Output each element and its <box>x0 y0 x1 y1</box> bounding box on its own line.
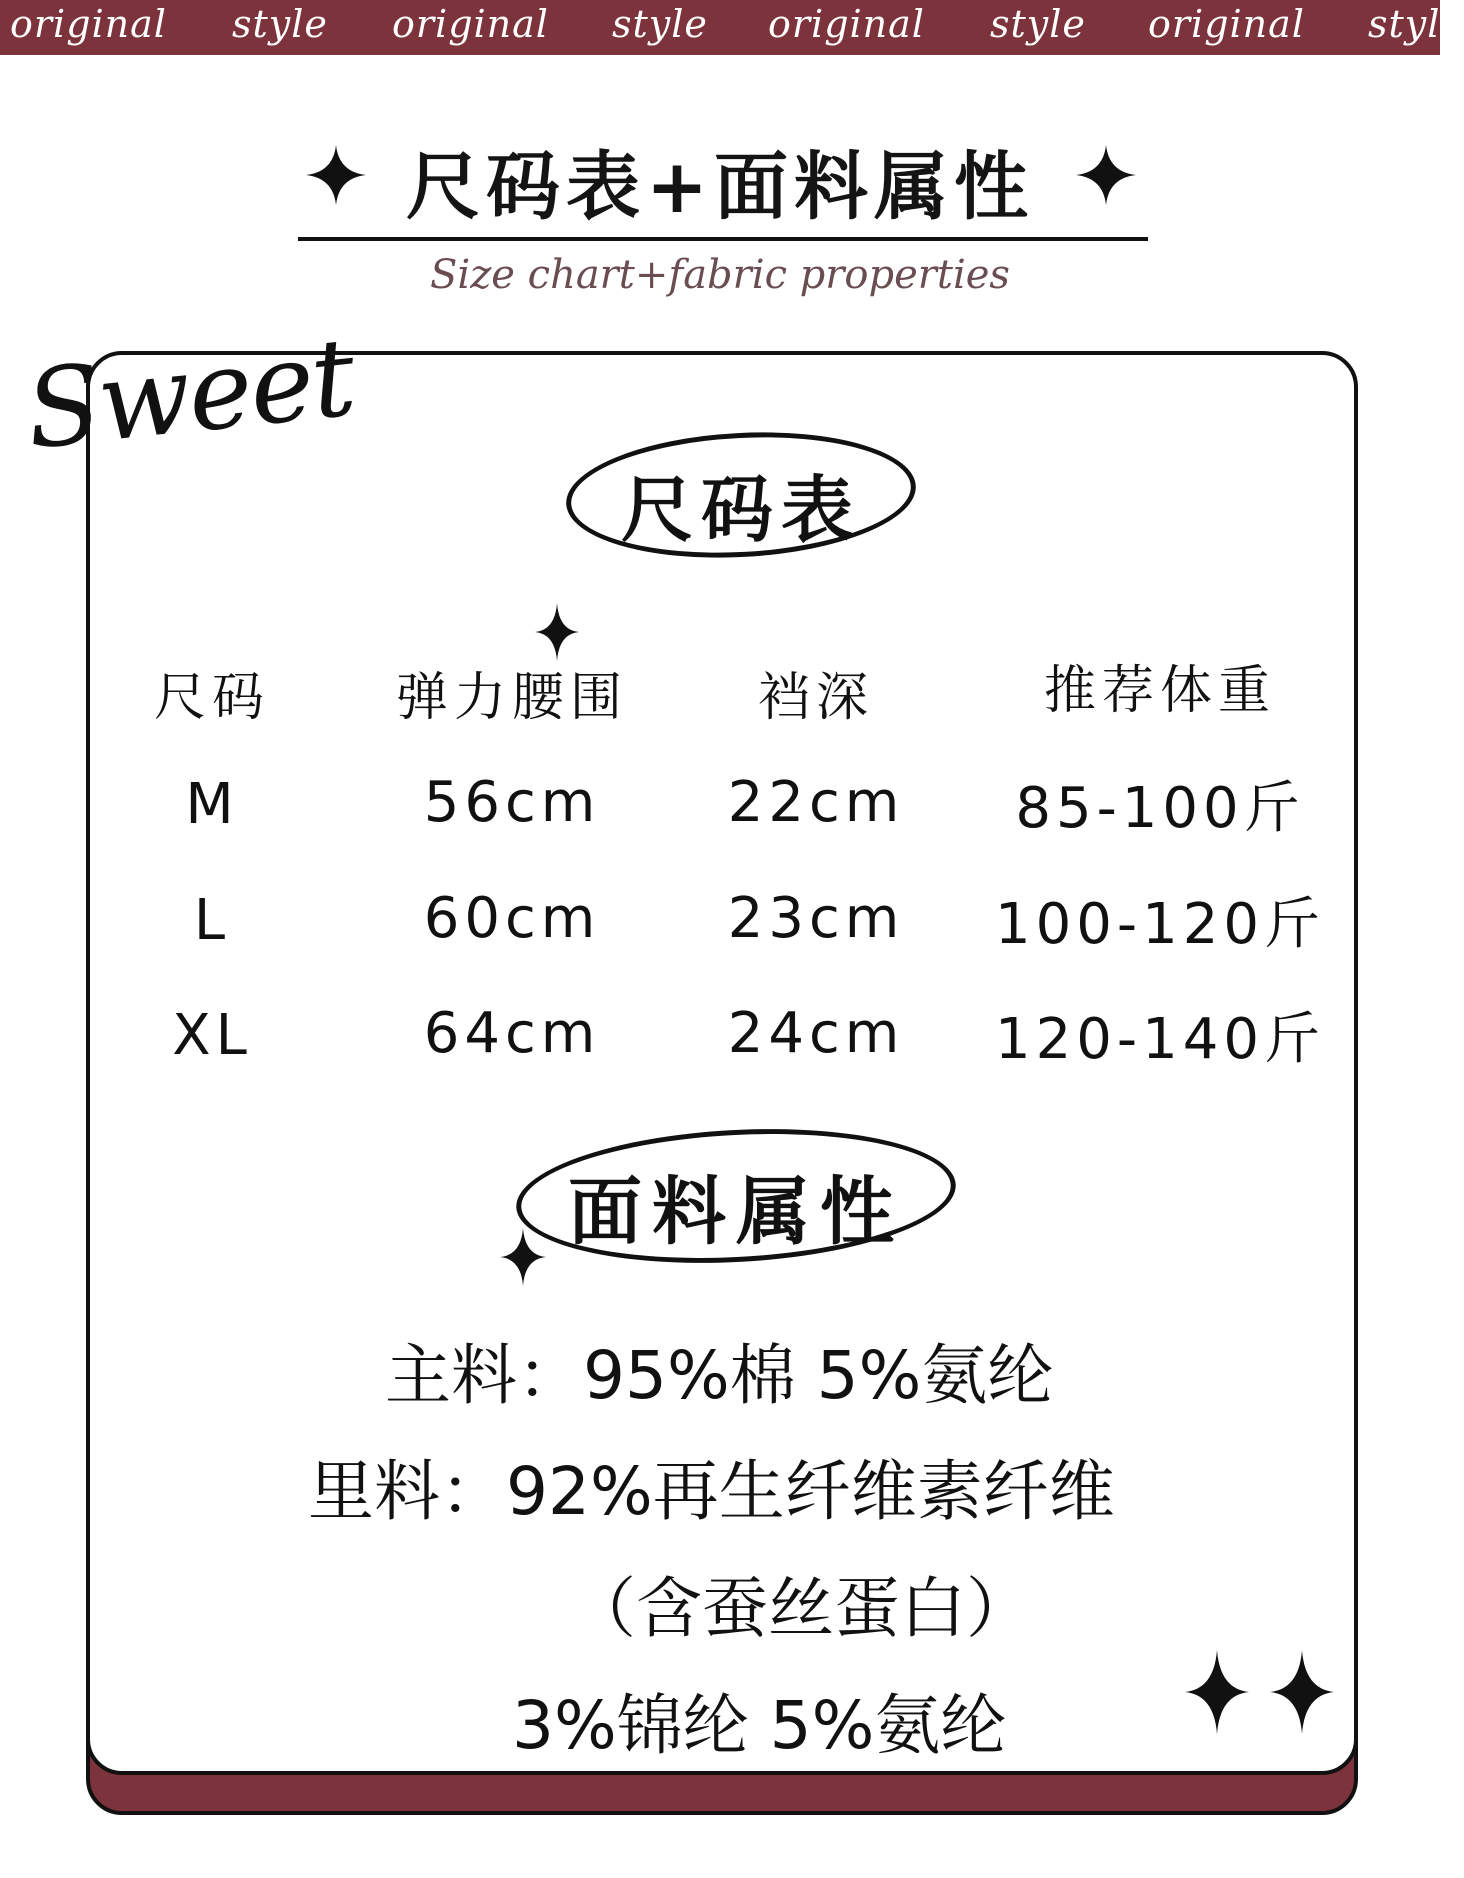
table-header-size: 尺码 <box>153 668 270 728</box>
banner-word: original <box>1148 2 1305 46</box>
banner-word: style <box>1368 2 1464 46</box>
banner-word: style <box>232 2 328 46</box>
table-cell-weight: 120-140斤 <box>995 1007 1325 1072</box>
table-cell-size: M <box>185 772 239 837</box>
table-cell-weight: 100-120斤 <box>995 892 1325 957</box>
table-header-waist: 弹力腰围 <box>395 668 628 728</box>
sweet-script-decoration: Sweet <box>20 315 360 474</box>
page-subtitle: Size chart+fabric properties <box>430 252 1010 298</box>
banner-word: original <box>392 2 549 46</box>
table-cell-size: L <box>193 888 231 953</box>
sparkle-star-icon <box>1076 145 1136 205</box>
table-header-rise: 裆深 <box>757 668 874 728</box>
sparkle-star-icon <box>535 603 579 661</box>
table-cell-weight: 85-100斤 <box>1015 776 1305 841</box>
sparkle-star-icon <box>500 1228 546 1286</box>
table-header-weight: 推荐体重 <box>1043 661 1276 721</box>
size-section-title: 尺码表 <box>620 468 861 552</box>
banner-word: original <box>10 2 167 46</box>
page-title: 尺码表+面料属性 <box>405 144 1034 230</box>
banner-word: style <box>612 2 708 46</box>
table-cell-rise: 23cm <box>727 886 905 951</box>
table-cell-rise: 24cm <box>727 1001 905 1066</box>
banner-word: style <box>990 2 1086 46</box>
page-title-wrap <box>0 128 1440 230</box>
top-banner <box>0 0 1464 55</box>
banner-word: original <box>768 2 925 46</box>
fabric-lining-note: （含蚕丝蛋白） <box>570 1570 1032 1647</box>
table-cell-rise: 22cm <box>727 770 905 835</box>
title-underline <box>298 237 1148 241</box>
table-cell-size: XL <box>172 1003 252 1068</box>
sparkle-star-icon <box>1270 1650 1334 1734</box>
table-cell-waist: 64cm <box>423 1001 601 1066</box>
fabric-lining-extra: 3%锦纶 5%氨纶 <box>512 1687 1007 1764</box>
table-cell-waist: 60cm <box>423 886 601 951</box>
table-cell-waist: 56cm <box>423 770 601 835</box>
sparkle-star-icon <box>1185 1650 1249 1734</box>
fabric-lining-material: 里料：92%再生纤维素纤维 <box>308 1453 1115 1530</box>
fabric-section-title: 面料属性 <box>568 1169 904 1255</box>
fabric-main-material: 主料：95%棉 5%氨纶 <box>385 1337 1054 1414</box>
